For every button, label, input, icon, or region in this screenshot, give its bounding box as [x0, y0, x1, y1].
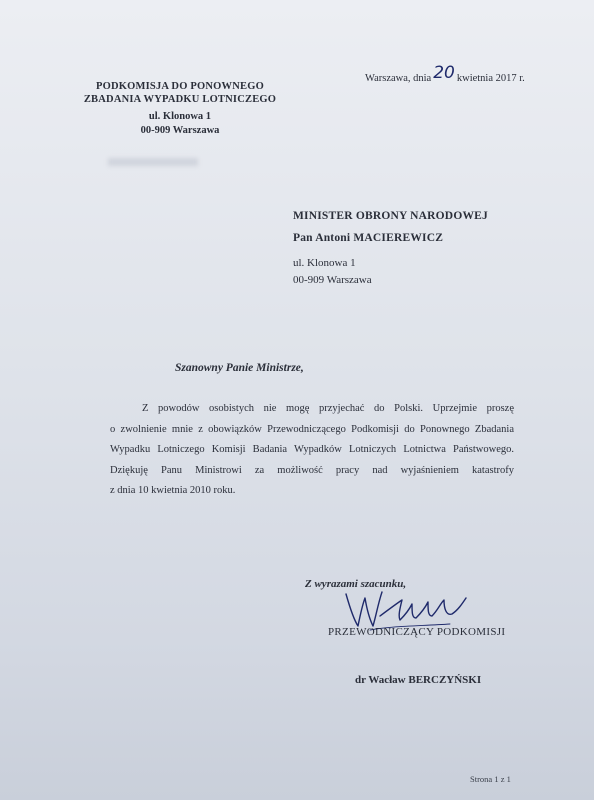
greeting: Szanowny Panie Ministrze, [175, 362, 304, 374]
recipient-person: Pan Antoni MACIEREWICZ [293, 232, 444, 244]
recipient-street: ul. Klonowa 1 [293, 257, 356, 269]
sender-city: 00-909 Warszawa [140, 125, 220, 136]
body-line: Wypadku Lotniczego Komisji Badania Wypadków Lotniczych Lotnictwa Państwowego. [110, 444, 514, 456]
body-line: o zwolnienie mnie z obowiązków Przewodniczącego Podkomisji do Ponownego Zbadania [110, 423, 514, 435]
sender-org-line1: PODKOMISJA DO PONOWNEGO [96, 81, 264, 92]
signer-name: dr Wacław BERCZYŃSKI [355, 674, 482, 686]
signer-title: PRZEWODNICZĄCY PODKOMISJI [328, 626, 506, 638]
recipient-city: 00-909 Warszawa [293, 274, 372, 286]
sender-block [70, 80, 290, 138]
body-line: Z powodów osobistych nie mogę przyjechać do Polski. Uprzejmie proszę [142, 403, 514, 414]
closing-line: Z wyrazami szacunku, [305, 578, 407, 590]
recipient-block [293, 205, 488, 289]
date-line [365, 63, 525, 86]
scan-smudge [108, 158, 198, 166]
page-number: Strona 1 z 1 [470, 774, 511, 784]
sender-street: ul. Klonowa 1 [148, 111, 212, 122]
recipient-office: MINISTER OBRONY NARODOWEJ [293, 210, 488, 222]
date-suffix: kwietnia 2017 r. [456, 73, 525, 84]
body-line: z dnia 10 kwietnia 2010 roku. [110, 485, 236, 497]
sender-org-line2: ZBADANIA WYPADKU LOTNICZEGO [83, 94, 277, 105]
date-prefix: Warszawa, dnia [365, 73, 432, 84]
letter-body [110, 399, 514, 502]
handwritten-day: 20 [433, 63, 455, 83]
body-line: Dziękuję Panu Ministrowi za możliwość pracy nad wyjaśnieniem katastrofy [110, 464, 514, 476]
